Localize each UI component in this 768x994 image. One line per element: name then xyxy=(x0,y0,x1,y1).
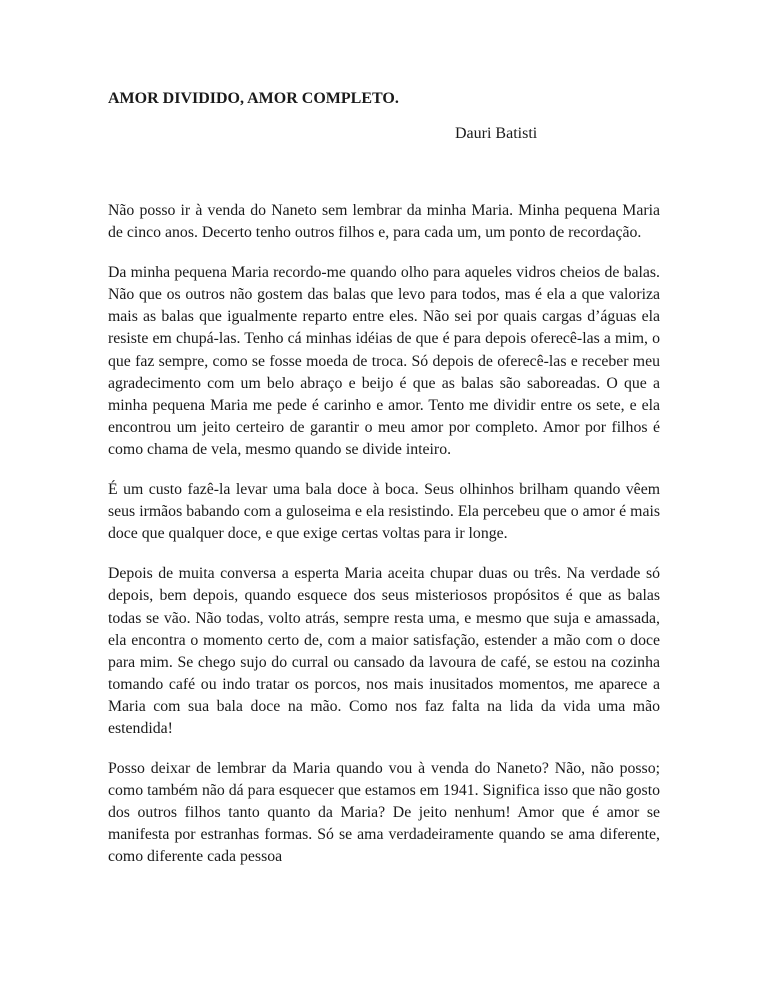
paragraph-3: É um custo fazê-la levar uma bala doce à boca. Seus olhinhos brilham quando vêem seus irmãos babando com a guloseima e ela resistindo. Ela percebeu que o amor é mais doce que qualquer doce, e que exige certas voltas para ir longe. xyxy=(108,481,660,543)
paragraph-4: Depois de muita conversa a esperta Maria aceita chupar duas ou três. Na verdade só depois, bem depois, quando esquece dos seus misteriosos propósitos é que as balas todas se vão. Não todas, volto atrás, sempre resta uma, e mesmo que suja e amassada, ela encontra o momento certo de, com a maior satisfação, estender a mão com o doce para mim. Se chego sujo do curral ou cansado da lavoura de café, se estou na cozinha tomando café ou indo tratar os porcos, nos mais inusitados momentos, me aparece a Maria com sua bala doce na mão. Como nos faz falta na lida da vida uma mão estendida! xyxy=(108,565,660,737)
document-title: AMOR DIVIDIDO, AMOR COMPLETO. xyxy=(108,90,399,107)
paragraph-1: Não posso ir à venda do Naneto sem lembrar da minha Maria. Minha pequena Maria de cinco anos. Decerto tenho outros filhos e, para cada um, um ponto de recordação. xyxy=(108,202,660,242)
paragraph-2: Da minha pequena Maria recordo-me quando olho para aqueles vidros cheios de balas. Não que os outros não gostem das balas que levo para todos, mas é ela a que valoriza mais as balas que igualmente reparto entre eles. Não sei por quais cargas d’águas ela resiste em chupá-las. Tenho cá minhas idéias de que é para depois oferecê-las a mim, o que faz sempre, como se fosse moeda de troca. Só depois de oferecê-las e receber meu agradecimento com um belo abraço e beijo é que as balas são saboreadas. O que a minha pequena Maria me pede é carinho e amor. Tento me dividir entre os sete, e ela encontrou um jeito certeiro de garantir o meu amor por completo. Amor por filhos é como chama de vela, mesmo quando se divide inteiro. xyxy=(108,264,660,458)
document-body xyxy=(108,200,660,887)
author-name: Dauri Batisti xyxy=(455,125,538,142)
paragraph-5: Posso deixar de lembrar da Maria quando vou à venda do Naneto? Não, não posso; como também não dá para esquecer que estamos em 1941. Significa isso que não gosto dos outros filhos tanto quanto da Maria? De jeito nenhum! Amor que é amor se manifesta por estranhas formas. Só se ama verdadeiramente quando se ama diferente, como diferente cada pessoa xyxy=(108,760,660,866)
